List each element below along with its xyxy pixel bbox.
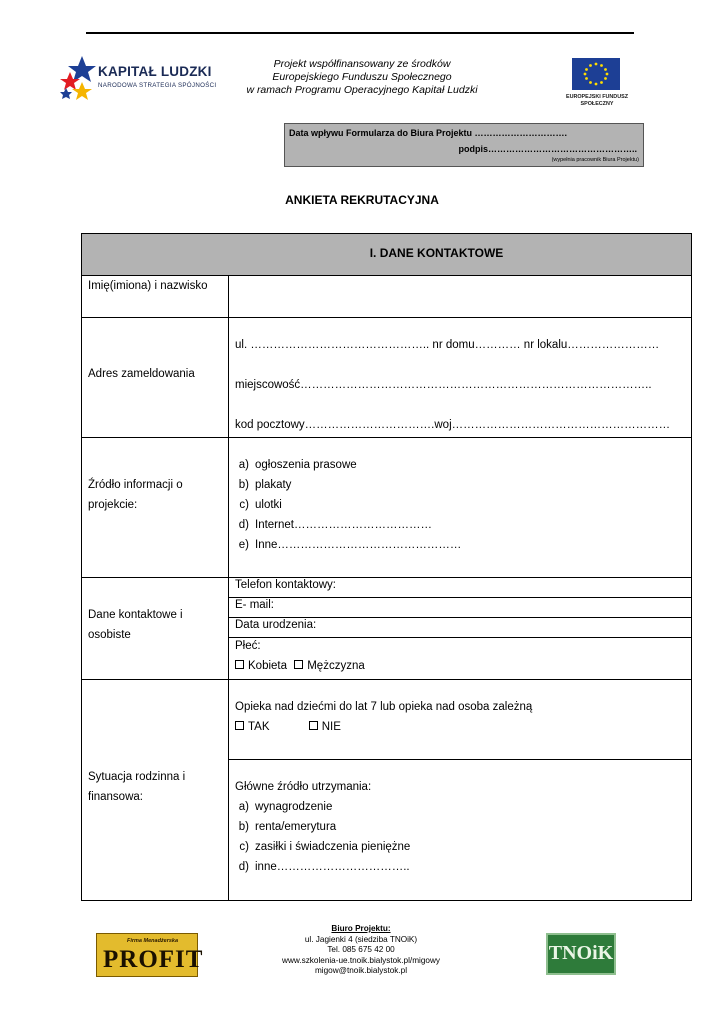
contact-data-table: [81, 233, 692, 901]
kapital-ludzki-title: KAPITAŁ LUDZKI: [98, 64, 212, 79]
female-option[interactable]: [235, 660, 287, 672]
date-received-field[interactable]: Data wpływu Formularza do Biura Projektu ………………………….: [289, 128, 568, 138]
source-label-line-1: Źródło informacji o: [88, 479, 183, 491]
checkbox-icon[interactable]: [309, 721, 318, 730]
income-option-label: zasiłki i świadczenia pieniężne: [255, 841, 411, 853]
project-line-1: Projekt współfinansowany ze środków: [273, 58, 451, 70]
care-question: Opieka nad dziećmi do lat 7 lub opieka nad osoba zależną: [235, 701, 533, 713]
row-divider: [82, 437, 691, 438]
source-option-d[interactable]: [229, 515, 432, 535]
project-line-2: Europejskiego Funduszu Społecznego: [272, 71, 452, 83]
profit-logo-small-text: Firma Menadżerska: [127, 938, 179, 944]
name-label: Imię(imiona) i nazwisko: [88, 280, 208, 292]
row-divider: [229, 597, 691, 598]
male-option[interactable]: [294, 660, 365, 672]
header-rule: [86, 32, 634, 34]
family-label-line-2: finansowa:: [88, 791, 143, 803]
care-options: [235, 717, 341, 737]
list-marker: d): [238, 519, 249, 531]
source-option-label: Internet………………………………: [255, 519, 432, 531]
street-field[interactable]: ul. ……………………………………….. nr domu………… nr lokalu……………………: [235, 339, 660, 351]
email-field[interactable]: E- mail:: [235, 599, 274, 611]
source-option-label: plakaty: [255, 479, 292, 491]
project-cofinancing-text: [234, 58, 490, 97]
office-website[interactable]: www.szkolenia-ue.tnoik.bialystok.pl/migowy: [282, 955, 440, 965]
income-option-a[interactable]: [229, 797, 332, 817]
checkbox-icon[interactable]: [294, 660, 303, 669]
eu-flag-icon: [572, 58, 620, 90]
list-marker: a): [238, 801, 249, 813]
city-field[interactable]: miejscowość………………………………………………………………………………..: [235, 379, 652, 391]
row-divider: [82, 679, 691, 680]
income-option-d[interactable]: [229, 857, 410, 877]
list-marker: c): [239, 841, 249, 853]
profit-logo: [96, 933, 204, 977]
income-option-label: inne……………………………..: [255, 861, 410, 873]
row-divider: [82, 317, 691, 318]
eu-fund-label: [562, 94, 632, 107]
list-marker: c): [239, 499, 249, 511]
no-option[interactable]: [309, 721, 341, 733]
source-option-a[interactable]: [229, 455, 357, 475]
row-divider: [82, 577, 691, 578]
income-option-label: renta/emerytura: [255, 821, 337, 833]
tnoik-logo: [546, 933, 616, 975]
female-label: Kobieta: [248, 660, 288, 672]
tnoik-logo-text: TNOiK: [548, 942, 614, 964]
office-phone: Tel. 085 675 42 00: [327, 945, 395, 954]
gender-label: Płeć:: [235, 640, 261, 652]
list-marker: b): [238, 821, 249, 833]
source-option-e[interactable]: [229, 535, 461, 555]
list-marker: b): [238, 479, 249, 491]
contact-label-line-2: osobiste: [88, 629, 131, 641]
gender-options: [235, 656, 365, 676]
eu-fund-label-line-1: EUROPEJSKI FUNDUSZ: [565, 94, 628, 100]
income-question: Główne źródło utrzymania:: [235, 781, 372, 793]
postal-code-field[interactable]: kod pocztowy…………………………….woj…………………………………………………: [235, 419, 671, 431]
income-option-b[interactable]: [229, 817, 336, 837]
family-label-line-1: Sytuacja rodzinna i: [88, 771, 186, 783]
signature-field[interactable]: podpis…………………………………………..: [458, 144, 637, 154]
profit-logo-text: PROFIT: [103, 946, 204, 973]
date-received-box: [284, 123, 644, 167]
row-divider: [229, 759, 691, 760]
office-address: ul. Jagienki 4 (siedziba TNOiK): [304, 934, 418, 944]
office-email[interactable]: migow@tnoik.bialystok.pl: [314, 966, 408, 975]
yes-option[interactable]: [235, 721, 270, 733]
phone-field[interactable]: Telefon kontaktowy:: [235, 579, 337, 591]
list-marker: e): [238, 539, 249, 551]
name-input[interactable]: [229, 277, 691, 317]
office-staff-note: (wypełnia pracownik Biura Projektu): [551, 157, 639, 163]
row-divider: [229, 637, 691, 638]
kapital-ludzki-logo: [48, 42, 228, 118]
income-option-label: wynagrodzenie: [255, 801, 333, 813]
kapital-ludzki-subtitle: NARODOWA STRATEGIA SPÓJNOŚCI: [98, 82, 217, 89]
form-title: ANKIETA REKRUTACYJNA: [285, 193, 439, 207]
project-line-3: w ramach Programu Operacyjnego Kapitał Ludzki: [246, 84, 478, 96]
birth-date-field[interactable]: Data urodzenia:: [235, 619, 317, 631]
source-option-b[interactable]: [229, 475, 291, 495]
section-title: I. DANE KONTAKTOWE: [369, 246, 504, 260]
no-label: NIE: [321, 721, 341, 733]
kapital-ludzki-stars-icon: [58, 52, 98, 104]
list-marker: d): [238, 861, 249, 873]
source-option-label: ulotki: [255, 499, 282, 511]
male-label: Mężczyzna: [307, 660, 365, 672]
project-office-contact: [236, 924, 486, 977]
section-header: [82, 234, 691, 276]
income-option-c[interactable]: [229, 837, 410, 857]
list-marker: a): [238, 459, 249, 471]
yes-label: TAK: [248, 721, 270, 733]
office-title: Biuro Projektu:: [331, 924, 391, 933]
source-option-c[interactable]: [229, 495, 282, 515]
eu-fund-label-line-2: SPOŁECZNY: [580, 100, 614, 107]
checkbox-icon[interactable]: [235, 721, 244, 730]
source-option-label: ogłoszenia prasowe: [255, 459, 357, 471]
contact-label-line-1: Dane kontaktowe i: [88, 609, 183, 621]
source-label-line-2: projekcie:: [88, 499, 138, 511]
source-option-label: Inne…………………………………………: [255, 539, 462, 551]
address-label: Adres zameldowania: [88, 368, 195, 380]
eu-social-fund-logo: [562, 54, 632, 116]
checkbox-icon[interactable]: [235, 660, 244, 669]
